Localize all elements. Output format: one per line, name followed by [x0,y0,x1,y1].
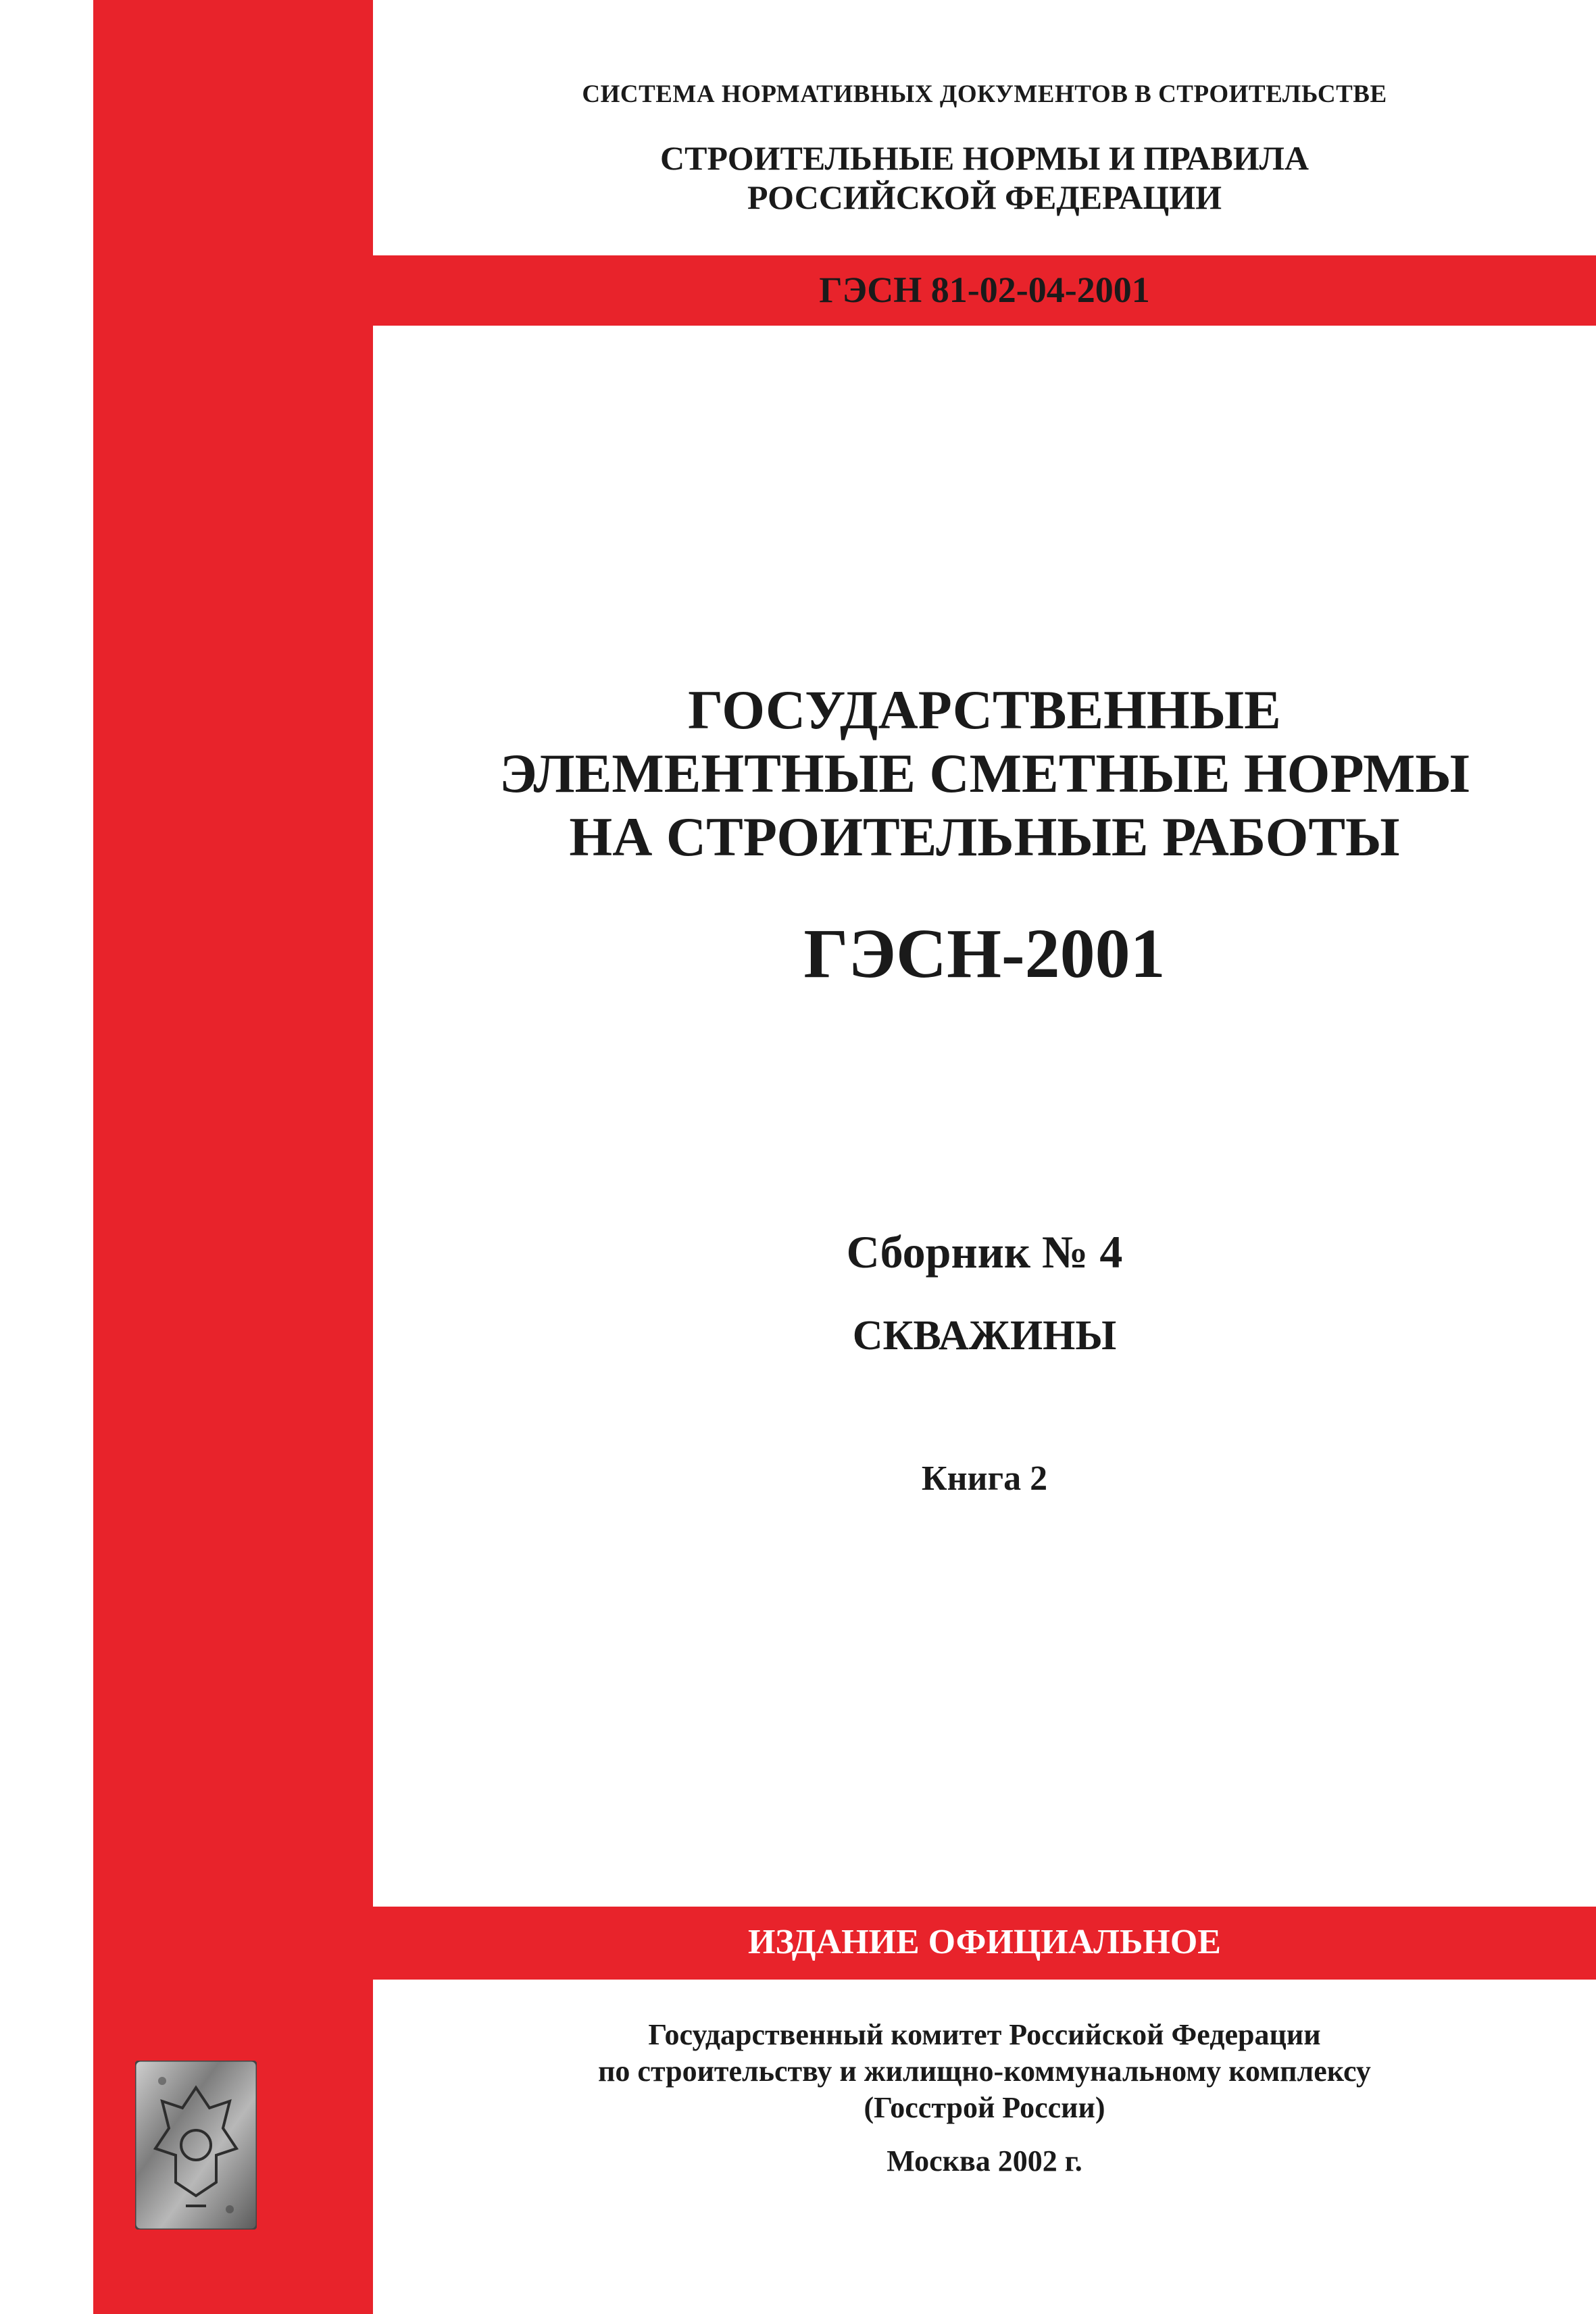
snip-heading-line2: РОССИЙСКОЙ ФЕДЕРАЦИИ [747,178,1222,216]
city-year [373,2143,1596,2180]
publisher-line2: по строительству и жилищно-коммунальному комплексу [598,2055,1371,2088]
collection-number-text: Сборник № 4 [846,1226,1123,1278]
document-code-text: ГЭСН 81-02-04-2001 [819,270,1150,310]
publisher-block [373,2017,1596,2126]
book-number [373,1458,1596,1500]
main-title [373,678,1596,869]
collection-subject-text: СКВАЖИНЫ [852,1313,1117,1359]
gesn-short-title [373,913,1596,995]
city-year-text: Москва 2002 г. [887,2144,1082,2178]
main-title-line2: ЭЛЕМЕНТНЫЕ СМЕТНЫЕ НОРМЫ [499,743,1470,804]
main-title-line1: ГОСУДАРСТВЕННЫЕ [688,679,1281,740]
collection-number [373,1225,1596,1279]
book-number-text: Книга 2 [921,1459,1048,1498]
gesn-short-title-text: ГЭСН-2001 [803,915,1166,992]
official-edition-label [373,1920,1596,1965]
snip-heading [373,139,1596,217]
system-heading [373,80,1596,109]
hologram-seal-icon [135,2061,257,2230]
official-edition-text: ИЗДАНИЕ ОФИЦИАЛЬНОЕ [748,1923,1221,1961]
publisher-line3: (Госстрой России) [864,2091,1105,2124]
collection-subject [373,1311,1596,1361]
publisher-line1: Государственный комитет Российской Федерации [648,2018,1321,2051]
main-title-line3: НА СТРОИТЕЛЬНЫЕ РАБОТЫ [569,806,1400,867]
snip-heading-line1: СТРОИТЕЛЬНЫЕ НОРМЫ И ПРАВИЛА [660,139,1309,177]
system-heading-text: СИСТЕМА НОРМАТИВНЫХ ДОКУМЕНТОВ В СТРОИТЕЛЬСТВЕ [582,80,1387,108]
document-code [373,268,1596,312]
